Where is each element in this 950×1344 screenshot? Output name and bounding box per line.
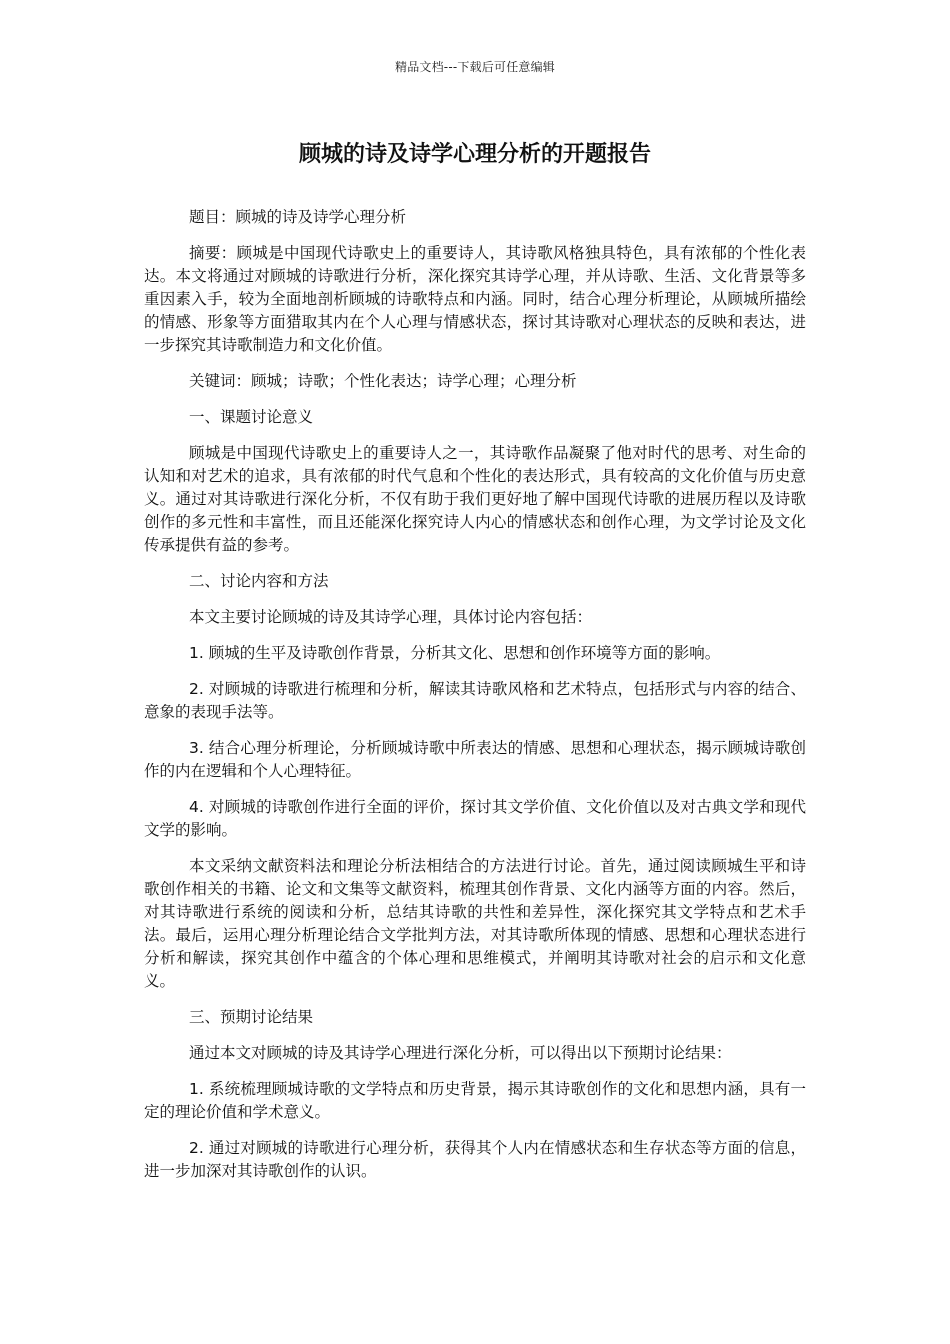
result-item-2: 2. 通过对顾城的诗歌进行心理分析，获得其个人内在情感状态和生存状态等方面的信息，进一步加深对其诗歌创作的认识。 bbox=[144, 1139, 806, 1180]
abstract-paragraph: 摘要：顾城是中国现代诗歌史上的重要诗人，其诗歌风格独具特色，具有浓郁的个性化表达。本文将通过对顾城的诗歌进行分析，深化探究其诗学心理，并从诗歌、生活、文化背景等多重因素入手，较为全面地剖析顾城的诗歌特点和内涵。同时，结合心理分析理论，从顾城所描绘的情感、形象等方面猎取其内在个人心理与情感状态，探讨其诗歌对心理状态的反映和表达，进一步探究其诗歌制造力和文化价值。 bbox=[144, 244, 806, 354]
section-heading-content-methods: 二、讨论内容和方法 bbox=[189, 572, 329, 590]
results-intro-paragraph: 通过本文对顾城的诗及其诗学心理进行深化分析，可以得出以下预期讨论结果： bbox=[189, 1044, 732, 1062]
result-item-1: 1. 系统梳理顾城诗歌的文学特点和历史背景，揭示其诗歌创作的文化和思想内涵，具有一定的理论价值和学术意义。 bbox=[144, 1080, 806, 1121]
document-title: 顾城的诗及诗学心理分析的开题报告 bbox=[298, 142, 651, 167]
topic-line: 题目：顾城的诗及诗学心理分析 bbox=[189, 208, 407, 226]
section-heading-expected-results: 三、预期讨论结果 bbox=[189, 1008, 314, 1026]
content-item-1: 1. 顾城的生平及诗歌创作背景，分析其文化、思想和创作环境等方面的影响。 bbox=[189, 644, 721, 662]
content-item-4: 4. 对顾城的诗歌创作进行全面的评价，探讨其文学价值、文化价值以及对古典文学和现代文学的影响。 bbox=[144, 798, 806, 839]
content-item-3: 3. 结合心理分析理论，分析顾城诗歌中所表达的情感、思想和心理状态，揭示顾城诗歌创作的内在逻辑和个人心理特征。 bbox=[144, 739, 806, 780]
methods-paragraph: 本文采纳文献资料法和理论分析法相结合的方法进行讨论。首先，通过阅读顾城生平和诗歌创作相关的书籍、论文和文集等文献资料，梳理其创作背景、文化内涵等方面的内容。然后，对其诗歌进行系统的阅读和分析，总结其诗歌的共性和差异性，深化探究其文学特点和艺术手法。最后，运用心理分析理论结合文学批判方法，对其诗歌所体现的情感、思想和心理状态进行分析和解读，探究其创作中蕴含的个体心理和思维模式，并阐明其诗歌对社会的启示和文化意义。 bbox=[144, 857, 806, 990]
header-note: 精品文档---下载后可任意编辑 bbox=[395, 60, 555, 74]
keywords-line: 关键词：顾城；诗歌；个性化表达；诗学心理；心理分析 bbox=[189, 372, 577, 390]
section-heading-significance: 一、课题讨论意义 bbox=[189, 408, 314, 426]
content-item-2: 2. 对顾城的诗歌进行梳理和分析，解读其诗歌风格和艺术特点，包括形式与内容的结合、意象的表现手法等。 bbox=[144, 680, 806, 721]
significance-paragraph: 顾城是中国现代诗歌史上的重要诗人之一，其诗歌作品凝聚了他对时代的思考、对生命的认知和对艺术的追求，具有浓郁的时代气息和个性化的表达形式，具有较高的文化价值与历史意义。通过对其诗歌进行深化分析，不仅有助于我们更好地了解中国现代诗歌的进展历程以及诗歌创作的多元性和丰富性，而且还能深化探究诗人内心的情感状态和创作心理，为文学讨论及文化传承提供有益的参考。 bbox=[144, 444, 806, 554]
document-body bbox=[144, 206, 806, 1196]
content-intro-paragraph: 本文主要讨论顾城的诗及其诗学心理，具体讨论内容包括： bbox=[189, 608, 593, 626]
